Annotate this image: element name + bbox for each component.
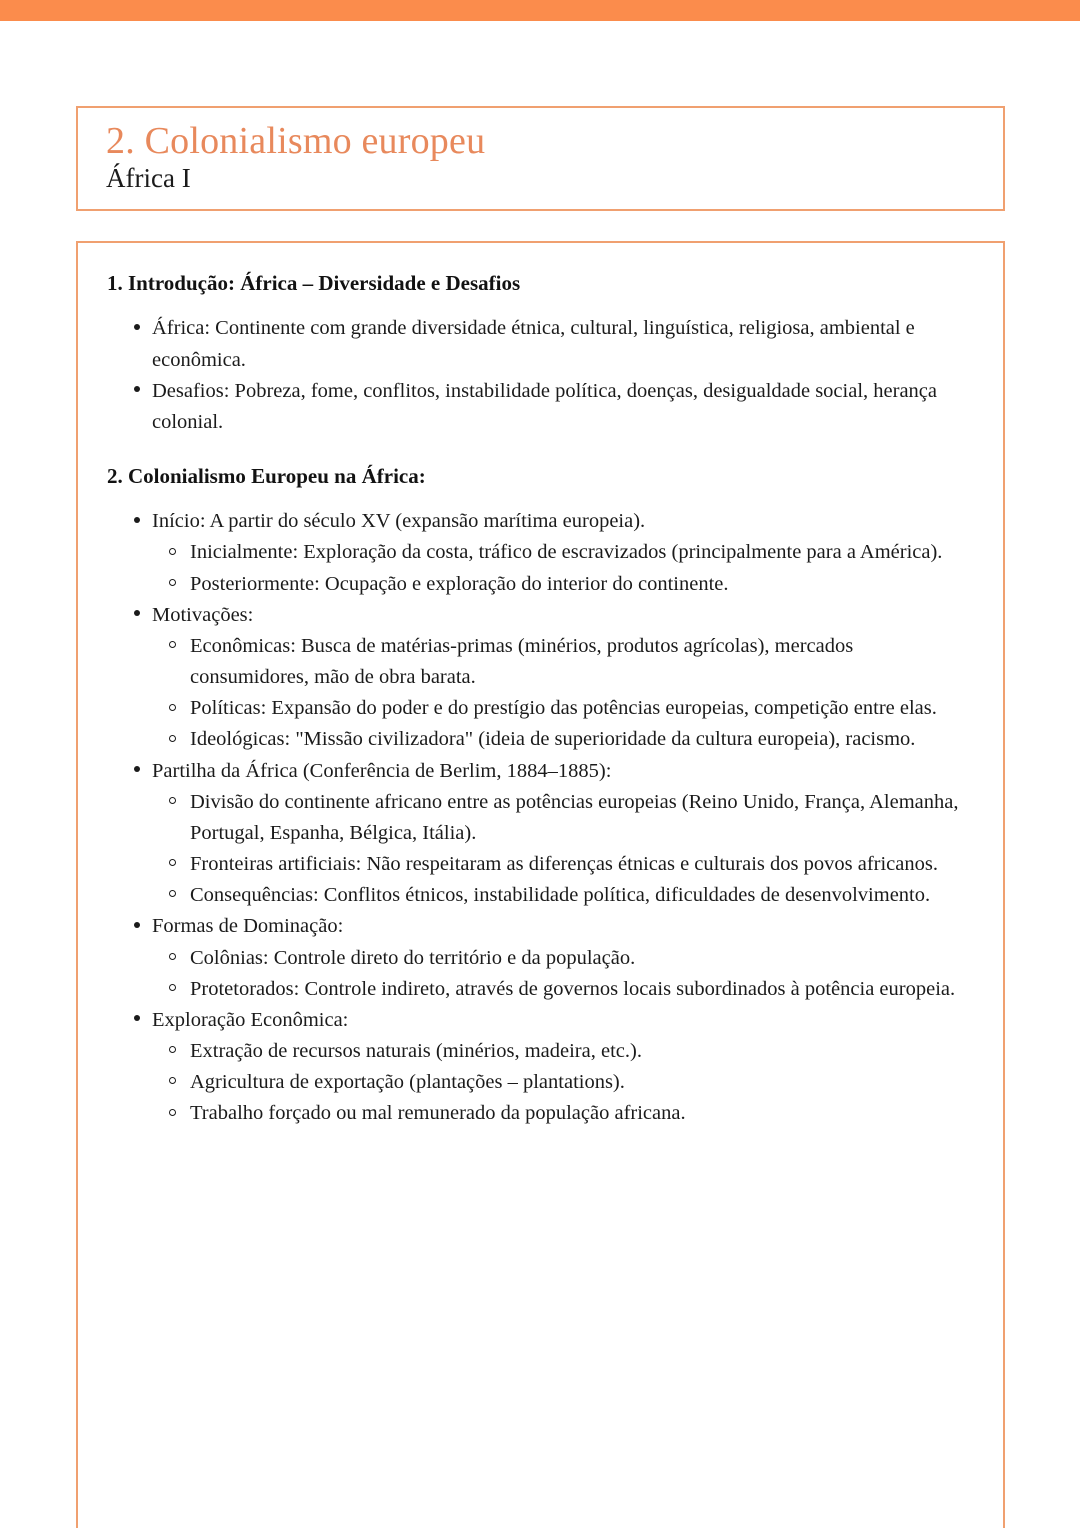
sub-list-item: [152, 693, 973, 724]
sub-list-item: [152, 849, 973, 880]
disc-bullet-icon: [134, 766, 140, 772]
circle-bullet-icon: [169, 641, 176, 648]
list-item-label: Exploração Econômica:: [152, 1008, 349, 1031]
circle-bullet-icon: [169, 1077, 176, 1084]
sub-bullet-list: [152, 943, 973, 1005]
list-item-label: Início: A partir do século XV (expansão marítima europeia).: [152, 510, 646, 533]
sub-list-item: [152, 631, 973, 693]
sub-list-item-label: Divisão do continente africano entre as potências europeias (Reino Unido, França, Alemanha, Portugal, Espanha, Bélgica, Itália).: [190, 790, 959, 844]
list-item-label: África: Continente com grande diversidade étnica, cultural, linguística, religiosa, ambiental e econômica.: [152, 317, 915, 371]
circle-bullet-icon: [169, 953, 176, 960]
sub-list-item-label: Econômicas: Busca de matérias-primas (minérios, produtos agrícolas), mercados consumidores, mão de obra barata.: [190, 634, 854, 689]
content-section: [107, 269, 973, 438]
sub-list-item-label: Colônias: Controle direto do território e da população.: [190, 946, 636, 969]
circle-bullet-icon: [169, 548, 176, 555]
sub-list-item: [152, 943, 973, 974]
sub-list-item-label: Agricultura de exportação (plantações – plantations).: [190, 1071, 625, 1094]
bullet-list: [107, 506, 973, 1129]
content-card: [76, 241, 1005, 1528]
disc-bullet-icon: [134, 1015, 140, 1021]
sub-bullet-list: [152, 1036, 973, 1129]
list-item-label: Desafios: Pobreza, fome, conflitos, instabilidade política, doenças, desigualdade social, herança colonial.: [152, 379, 937, 433]
list-item-label: Partilha da África (Conferência de Berlim, 1884–1885):: [152, 759, 612, 782]
disc-bullet-icon: [134, 610, 140, 616]
circle-bullet-icon: [169, 579, 176, 586]
disc-bullet-icon: [134, 386, 140, 392]
disc-bullet-icon: [134, 324, 140, 330]
section-heading: 1. Introdução: África – Diversidade e Desafios: [107, 271, 521, 295]
list-item: [107, 376, 973, 438]
list-item: [107, 313, 973, 375]
sub-list-item-label: Ideológicas: "Missão civilizadora" (ideia de superioridade da cultura europeia), racismo.: [190, 728, 916, 751]
sub-list-item: [152, 974, 973, 1005]
circle-bullet-icon: [169, 704, 176, 711]
list-item: [107, 756, 973, 912]
circle-bullet-icon: [169, 890, 176, 897]
circle-bullet-icon: [169, 1046, 176, 1053]
sub-bullet-list: [152, 787, 973, 912]
sub-list-item: [152, 1036, 973, 1067]
sub-list-item-label: Protetorados: Controle indireto, através de governos locais subordinados à potência europeia.: [190, 977, 956, 1000]
sub-list-item: [152, 880, 973, 911]
content-section: [107, 462, 973, 1129]
page-title: 2. Colonialismo europeu: [106, 120, 486, 162]
list-item: [107, 1005, 973, 1130]
bullet-list: [107, 313, 973, 438]
sub-bullet-list: [152, 631, 973, 756]
section-heading: 2. Colonialismo Europeu na África:: [107, 463, 426, 488]
list-item: [107, 600, 973, 756]
page-subtitle: África I: [106, 162, 191, 193]
disc-bullet-icon: [134, 922, 140, 928]
circle-bullet-icon: [169, 984, 176, 991]
list-item: [107, 506, 973, 599]
circle-bullet-icon: [169, 797, 176, 804]
sub-list-item-label: Extração de recursos naturais (minérios, madeira, etc.).: [190, 1039, 642, 1062]
title-card: [76, 106, 1005, 211]
sub-list-item: [152, 537, 973, 568]
sub-list-item: [152, 724, 973, 755]
sub-list-item: [152, 1098, 973, 1129]
sub-bullet-list: [152, 537, 973, 599]
circle-bullet-icon: [169, 735, 176, 742]
list-item-label: Formas de Dominação:: [152, 915, 344, 938]
sub-list-item: [152, 569, 973, 600]
sub-list-item-label: Inicialmente: Exploração da costa, tráfico de escravizados (principalmente para a América).: [190, 541, 943, 564]
sub-list-item: [152, 1067, 973, 1098]
content-body: [78, 243, 1003, 1129]
top-accent-bar: [0, 0, 1080, 21]
sub-list-item-label: Fronteiras artificiais: Não respeitaram as diferenças étnicas e culturais dos povos africanos.: [190, 853, 938, 876]
circle-bullet-icon: [169, 1109, 176, 1116]
sub-list-item-label: Posteriormente: Ocupação e exploração do interior do continente.: [190, 572, 729, 595]
disc-bullet-icon: [134, 517, 140, 523]
circle-bullet-icon: [169, 859, 176, 866]
sub-list-item-label: Políticas: Expansão do poder e do prestígio das potências europeias, competição entre elas.: [190, 697, 937, 720]
sub-list-item-label: Trabalho forçado ou mal remunerado da população africana.: [190, 1102, 686, 1125]
sub-list-item-label: Consequências: Conflitos étnicos, instabilidade política, dificuldades de desenvolvimento.: [190, 884, 931, 907]
list-item: [107, 911, 973, 1004]
sub-list-item: [152, 787, 973, 849]
list-item-label: Motivações:: [152, 603, 254, 626]
